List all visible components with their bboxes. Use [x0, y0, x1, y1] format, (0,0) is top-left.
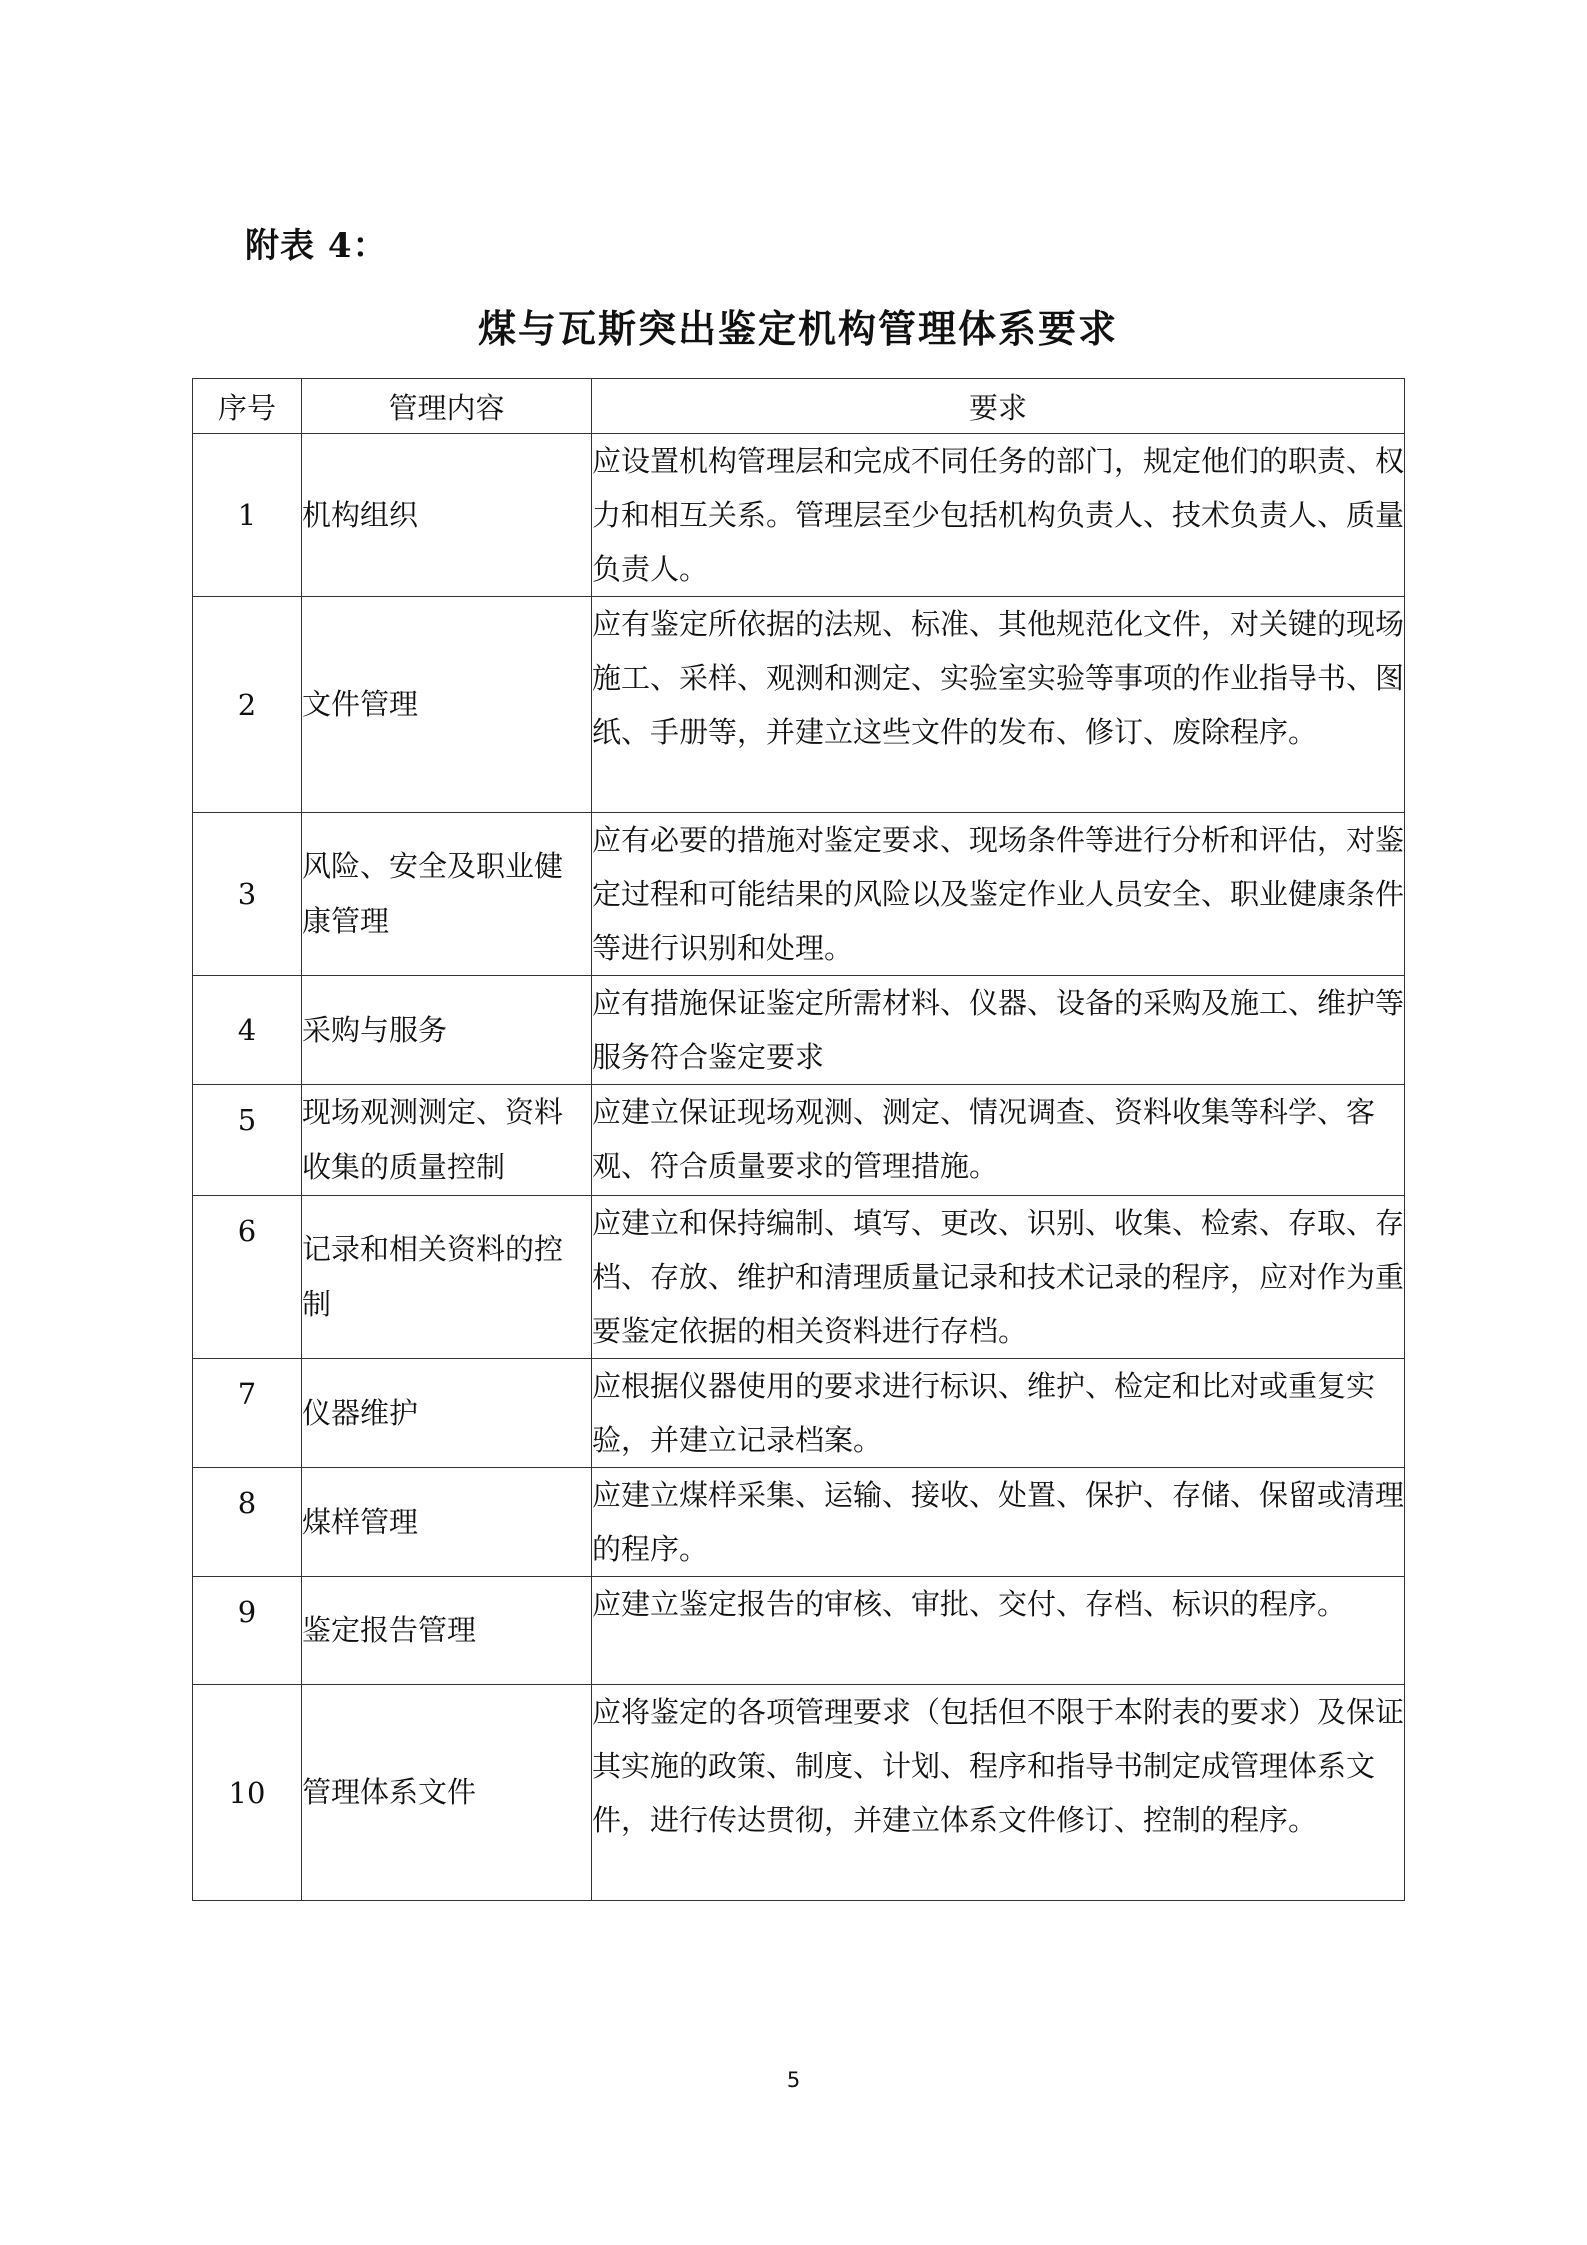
row-number: 7: [193, 1359, 302, 1468]
row-management-content: 仪器维护: [302, 1359, 592, 1468]
table-row: [193, 1085, 1405, 1196]
row-requirement: 应有措施保证鉴定所需材料、仪器、设备的采购及施工、维护等服务符合鉴定要求: [592, 976, 1405, 1085]
row-management-content: 煤样管理: [302, 1468, 592, 1577]
row-management-content: 文件管理: [302, 597, 592, 813]
row-requirement: 应有鉴定所依据的法规、标准、其他规范化文件，对关键的现场施工、采样、观测和测定、实验室实验等事项的作业指导书、图纸、手册等，并建立这些文件的发布、修订、废除程序。: [592, 597, 1405, 813]
row-number: 3: [193, 813, 302, 976]
row-management-content: 管理体系文件: [302, 1685, 592, 1901]
row-number: 10: [193, 1685, 302, 1901]
row-management-content: 采购与服务: [302, 976, 592, 1085]
header-requirement: 要求: [592, 379, 1405, 434]
table-row: [193, 1468, 1405, 1577]
row-management-content: 记录和相关资料的控制: [302, 1196, 592, 1359]
row-number: 8: [193, 1468, 302, 1577]
row-management-content: 现场观测测定、资料收集的质量控制: [302, 1085, 592, 1196]
row-management-content: 风险、安全及职业健康管理: [302, 813, 592, 976]
row-number: 4: [193, 976, 302, 1085]
table-row: [193, 1359, 1405, 1468]
row-requirement: 应建立保证现场观测、测定、情况调查、资料收集等科学、客观、符合质量要求的管理措施。: [592, 1085, 1405, 1196]
row-number: 1: [193, 434, 302, 597]
row-requirement: 应设置机构管理层和完成不同任务的部门，规定他们的职责、权力和相互关系。管理层至少包括机构负责人、技术负责人、质量负责人。: [592, 434, 1405, 597]
table-row: [193, 1685, 1405, 1901]
row-management-content: 机构组织: [302, 434, 592, 597]
table-row: [193, 434, 1405, 597]
requirements-table: [192, 378, 1405, 1901]
row-requirement: 应根据仪器使用的要求进行标识、维护、检定和比对或重复实验，并建立记录档案。: [592, 1359, 1405, 1468]
row-management-content: 鉴定报告管理: [302, 1577, 592, 1685]
page-number: 5: [786, 2068, 801, 2092]
row-requirement: 应建立煤样采集、运输、接收、处置、保护、存储、保留或清理的程序。: [592, 1468, 1405, 1577]
document-title: 煤与瓦斯突出鉴定机构管理体系要求: [477, 306, 1118, 351]
header-management-content: 管理内容: [302, 379, 592, 434]
row-requirement: 应将鉴定的各项管理要求（包括但不限于本附表的要求）及保证其实施的政策、制度、计划、程序和指导书制定成管理体系文件，进行传达贯彻，并建立体系文件修订、控制的程序。: [592, 1685, 1405, 1901]
table-row: [193, 597, 1405, 813]
table-row: [193, 1196, 1405, 1359]
table-header-row: [193, 379, 1405, 434]
row-number: 9: [193, 1577, 302, 1685]
annex-label: 附表 4：: [245, 226, 388, 266]
row-number: 5: [193, 1085, 302, 1196]
row-requirement: 应建立和保持编制、填写、更改、识别、收集、检索、存取、存档、存放、维护和清理质量记录和技术记录的程序，应对作为重要鉴定依据的相关资料进行存档。: [592, 1196, 1405, 1359]
row-number: 2: [193, 597, 302, 813]
row-requirement: 应有必要的措施对鉴定要求、现场条件等进行分析和评估，对鉴定过程和可能结果的风险以及鉴定作业人员安全、职业健康条件等进行识别和处理。: [592, 813, 1405, 976]
header-number: 序号: [193, 379, 302, 434]
table-row: [193, 976, 1405, 1085]
row-number: 6: [193, 1196, 302, 1359]
table-row: [193, 1577, 1405, 1685]
table-row: [193, 813, 1405, 976]
row-requirement: 应建立鉴定报告的审核、审批、交付、存档、标识的程序。: [592, 1577, 1405, 1685]
